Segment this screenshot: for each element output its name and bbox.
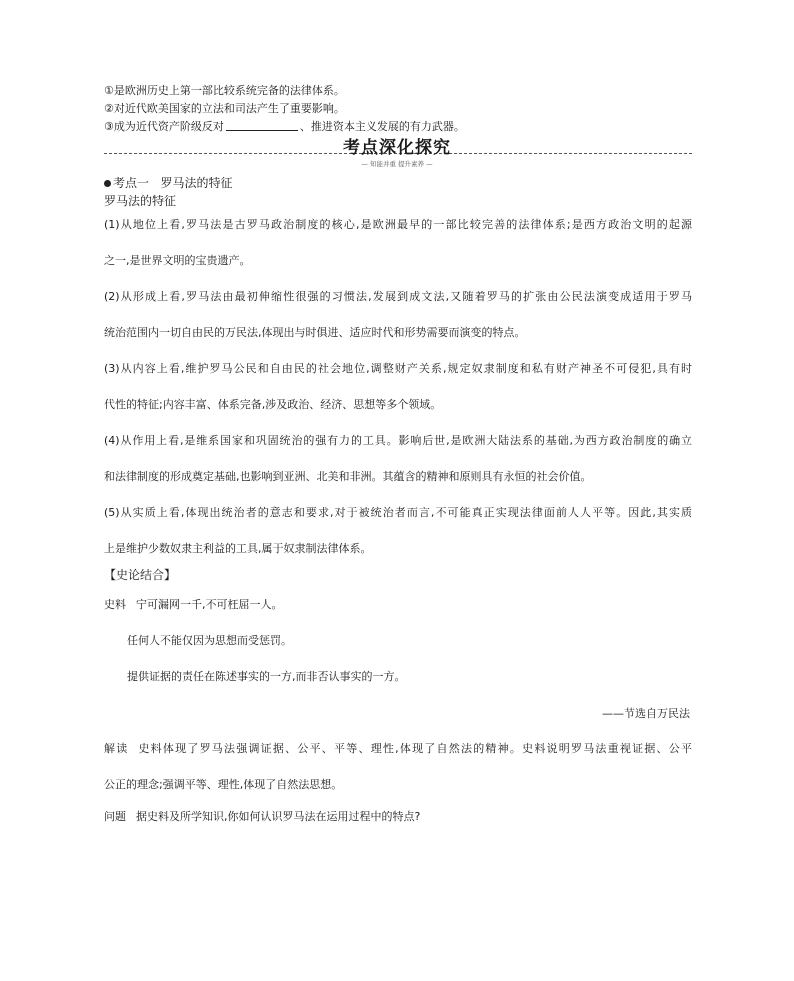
wenti-text: 据史料及所学知识,你如何认识罗马法在运用过程中的特点? [136, 810, 421, 823]
quote-2: 任何人不能仅因为思想而受惩罚。 [127, 634, 292, 647]
jiedu-line-2: 公正的理念;强调平等、理性,体现了自然法思想。 [104, 778, 343, 791]
point-4-line-2: 和法律制度的形成奠定基础,也影响到亚洲、北美和非洲。其蕴含的精神和原则具有永恒的社会价值。 [104, 470, 592, 483]
point-4-line-1: (4)从作用上看,是维系国家和巩固统治的强有力的工具。影响后世,是欧洲大陆法系的基础,为西方政治制度的确立 [104, 434, 692, 447]
intro-item-1: ①是欧洲历史上第一部比较系统完备的法律体系。 [104, 84, 345, 97]
jiedu-text-1: 史料体现了罗马法强调证据、公平、平等、理性,体现了自然法的精神。史料说明罗马法重视证据、公平 [138, 742, 692, 755]
point-1-line-2: 之一,是世界文明的宝贵遗产。 [104, 254, 251, 267]
quote-source: ——节选自万民法 [602, 707, 690, 720]
intro-item-3-before: ③成为近代资产阶级反对 [104, 120, 224, 133]
point-3-line-2: 代性的特征;内容丰富、体系完备,涉及政治、经济、思想等多个领域。 [104, 398, 442, 411]
kaodian-heading [104, 174, 232, 191]
point-3-line-1: (3)从内容上看,维护罗马公民和自由民的社会地位,调整财产关系,规定奴隶制度和私有财产神圣不可侵犯,具有时 [104, 362, 692, 375]
fill-in-blank [226, 120, 298, 131]
kaodian-label: 考点一 [113, 176, 150, 190]
subheading: 罗马法的特征 [104, 194, 177, 208]
shiliao-line [104, 597, 283, 613]
quote-3: 提供证据的责任在陈述事实的一方,而非否认事实的一方。 [127, 670, 406, 683]
shiliao-label: 史料 [104, 598, 126, 611]
jiedu-line-1 [104, 741, 692, 777]
section-title: 考点深化探究 [343, 138, 451, 158]
kaodian-title: 罗马法的特征 [160, 176, 233, 190]
point-4 [104, 433, 692, 505]
point-1 [104, 217, 692, 289]
jiedu-label: 解读 [104, 742, 129, 755]
point-5-line-2: 上是维护少数奴隶主利益的工具,属于奴隶制法律体系。 [104, 542, 372, 555]
point-1-line-1: (1)从地位上看,罗马法是古罗马政治制度的核心,是欧洲最早的一部比较完善的法律体系;是西方政治文明的起源 [104, 218, 692, 231]
point-5-line-1: (5)从实质上看,体现出统治者的意志和要求,对于被统治者而言,不可能真正实现法律面前人人平等。因此,其实质 [104, 506, 692, 519]
point-2 [104, 289, 692, 361]
bullet-icon [104, 180, 111, 187]
section-subtitle: — 知能并重 提升素养 — [361, 160, 433, 168]
shilun-heading: 【史论结合】 [104, 568, 177, 582]
point-3 [104, 361, 692, 433]
jiedu-block [104, 741, 692, 813]
point-5 [104, 505, 692, 577]
point-2-line-1: (2)从形成上看,罗马法由最初伸缩性很强的习惯法,发展到成文法,又随着罗马的扩张由公民法演变成适用于罗马 [104, 290, 692, 303]
wenti-label: 问题 [104, 810, 126, 823]
point-2-line-2: 统治范围内一切自由民的万民法,体现出与时俱进、适应时代和形势需要而演变的特点。 [104, 326, 526, 339]
wenti-line [104, 809, 420, 825]
quote-1: 宁可漏网一千,不可枉屈一人。 [136, 598, 283, 611]
intro-item-2: ②对近代欧美国家的立法和司法产生了重要影响。 [104, 102, 345, 115]
intro-item-3-after: 、推进资本主义发展的有力武器。 [299, 120, 465, 133]
